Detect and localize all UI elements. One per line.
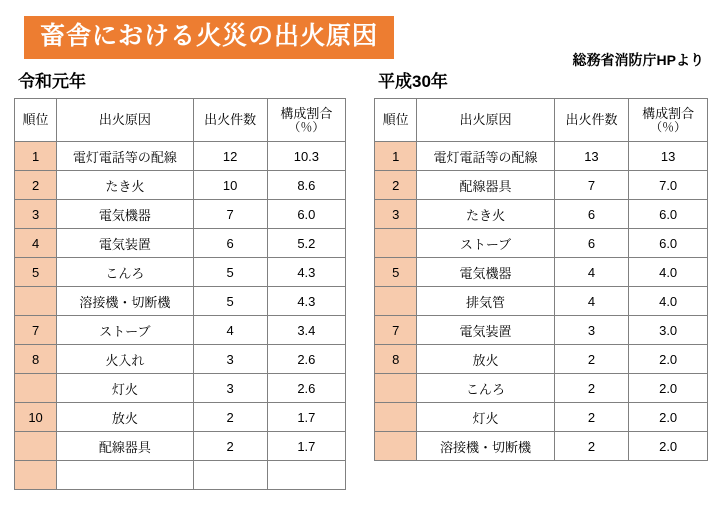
cell-count: 4 bbox=[193, 316, 267, 345]
cell-cause: 溶接機・切断機 bbox=[57, 287, 193, 316]
cell-count bbox=[193, 461, 267, 490]
cell-rank: 1 bbox=[375, 142, 417, 171]
table-heading-reiwa1: 令和元年 bbox=[18, 72, 86, 91]
cell-rank bbox=[15, 432, 57, 461]
table-header-row bbox=[375, 99, 708, 142]
cell-cause: 電気装置 bbox=[417, 316, 554, 345]
table-row bbox=[375, 403, 708, 432]
cell-percentage: 2.0 bbox=[629, 432, 708, 461]
cell-rank: 8 bbox=[375, 345, 417, 374]
cell-percentage: 10.3 bbox=[267, 142, 345, 171]
cell-rank bbox=[375, 229, 417, 258]
column-header-rank: 順位 bbox=[15, 99, 57, 142]
cell-rank bbox=[375, 403, 417, 432]
cell-percentage: 8.6 bbox=[267, 171, 345, 200]
cell-cause: 電気機器 bbox=[57, 200, 193, 229]
column-header-percentage-sub: （％） bbox=[650, 119, 687, 134]
cell-cause: 電気装置 bbox=[57, 229, 193, 258]
cell-rank bbox=[375, 374, 417, 403]
cell-cause: こんろ bbox=[417, 374, 554, 403]
cell-count: 2 bbox=[554, 403, 629, 432]
column-header-percentage-sub: （％） bbox=[288, 119, 325, 134]
cell-percentage: 6.0 bbox=[629, 229, 708, 258]
cell-count: 3 bbox=[554, 316, 629, 345]
cell-percentage: 1.7 bbox=[267, 403, 345, 432]
cell-rank bbox=[375, 287, 417, 316]
table-row bbox=[375, 171, 708, 200]
cell-percentage: 4.3 bbox=[267, 287, 345, 316]
cell-rank: 3 bbox=[15, 200, 57, 229]
table-row bbox=[375, 142, 708, 171]
fire-cause-table-reiwa1 bbox=[14, 98, 346, 490]
column-header-count: 出火件数 bbox=[193, 99, 267, 142]
cell-rank: 5 bbox=[15, 258, 57, 287]
cell-cause: 電灯電話等の配線 bbox=[417, 142, 554, 171]
cell-rank: 2 bbox=[15, 171, 57, 200]
cell-percentage: 6.0 bbox=[267, 200, 345, 229]
column-header-percentage bbox=[629, 99, 708, 142]
table-panel-reiwa1 bbox=[14, 72, 346, 490]
table-row bbox=[15, 432, 346, 461]
table-heading-heisei30: 平成30年 bbox=[378, 72, 448, 91]
cell-count: 7 bbox=[193, 200, 267, 229]
table-row bbox=[375, 345, 708, 374]
cell-count: 6 bbox=[554, 200, 629, 229]
cell-cause: たき火 bbox=[57, 171, 193, 200]
cell-cause: 火入れ bbox=[57, 345, 193, 374]
cell-percentage: 2.0 bbox=[629, 345, 708, 374]
table-row bbox=[15, 258, 346, 287]
cell-count: 3 bbox=[193, 374, 267, 403]
table-row bbox=[375, 374, 708, 403]
cell-percentage: 3.0 bbox=[629, 316, 708, 345]
cell-cause: 電気機器 bbox=[417, 258, 554, 287]
cell-rank: 1 bbox=[15, 142, 57, 171]
cell-count: 2 bbox=[554, 432, 629, 461]
cell-percentage: 4.3 bbox=[267, 258, 345, 287]
cell-percentage: 7.0 bbox=[629, 171, 708, 200]
cell-cause bbox=[57, 461, 193, 490]
column-header-cause: 出火原因 bbox=[57, 99, 193, 142]
cell-percentage: 6.0 bbox=[629, 200, 708, 229]
cell-rank: 2 bbox=[375, 171, 417, 200]
cell-cause: 灯火 bbox=[57, 374, 193, 403]
cell-rank: 3 bbox=[375, 200, 417, 229]
cell-cause: ストーブ bbox=[417, 229, 554, 258]
cell-rank: 5 bbox=[375, 258, 417, 287]
cell-rank: 10 bbox=[15, 403, 57, 432]
cell-rank bbox=[375, 432, 417, 461]
cell-cause: たき火 bbox=[417, 200, 554, 229]
cell-count: 3 bbox=[193, 345, 267, 374]
cell-cause: 電灯電話等の配線 bbox=[57, 142, 193, 171]
cell-percentage: 13 bbox=[629, 142, 708, 171]
cell-rank: 8 bbox=[15, 345, 57, 374]
cell-percentage: 1.7 bbox=[267, 432, 345, 461]
cell-percentage: 2.6 bbox=[267, 345, 345, 374]
table-row bbox=[15, 461, 346, 490]
cell-cause: 排気管 bbox=[417, 287, 554, 316]
column-header-cause: 出火原因 bbox=[417, 99, 554, 142]
cell-count: 5 bbox=[193, 287, 267, 316]
cell-rank: 4 bbox=[15, 229, 57, 258]
table-row bbox=[375, 432, 708, 461]
cell-cause: 配線器具 bbox=[57, 432, 193, 461]
cell-percentage: 4.0 bbox=[629, 258, 708, 287]
cell-rank bbox=[15, 287, 57, 316]
table-row bbox=[15, 200, 346, 229]
cell-count: 4 bbox=[554, 258, 629, 287]
cell-cause: ストーブ bbox=[57, 316, 193, 345]
cell-cause: 灯火 bbox=[417, 403, 554, 432]
cell-percentage: 2.0 bbox=[629, 403, 708, 432]
table-row bbox=[15, 287, 346, 316]
cell-percentage bbox=[267, 461, 345, 490]
cell-count: 2 bbox=[554, 345, 629, 374]
cell-cause: 放火 bbox=[57, 403, 193, 432]
cell-count: 6 bbox=[193, 229, 267, 258]
cell-count: 7 bbox=[554, 171, 629, 200]
cell-cause: こんろ bbox=[57, 258, 193, 287]
cell-count: 2 bbox=[554, 374, 629, 403]
cell-count: 2 bbox=[193, 432, 267, 461]
table-row bbox=[15, 345, 346, 374]
source-note: 総務省消防庁HPより bbox=[572, 52, 704, 68]
cell-count: 4 bbox=[554, 287, 629, 316]
cell-cause: 配線器具 bbox=[417, 171, 554, 200]
cell-count: 13 bbox=[554, 142, 629, 171]
cell-percentage: 2.0 bbox=[629, 374, 708, 403]
table-row bbox=[375, 258, 708, 287]
table-row bbox=[15, 171, 346, 200]
cell-count: 10 bbox=[193, 171, 267, 200]
cell-count: 2 bbox=[193, 403, 267, 432]
cell-cause: 放火 bbox=[417, 345, 554, 374]
page-title: 畜舎における火災の出火原因 bbox=[24, 16, 394, 59]
cell-cause: 溶接機・切断機 bbox=[417, 432, 554, 461]
cell-rank: 7 bbox=[375, 316, 417, 345]
table-header-row bbox=[15, 99, 346, 142]
cell-count: 5 bbox=[193, 258, 267, 287]
table-row bbox=[15, 403, 346, 432]
cell-percentage: 3.4 bbox=[267, 316, 345, 345]
column-header-count: 出火件数 bbox=[554, 99, 629, 142]
cell-percentage: 5.2 bbox=[267, 229, 345, 258]
table-row bbox=[375, 200, 708, 229]
table-panel-heisei30 bbox=[374, 72, 708, 461]
cell-rank bbox=[15, 461, 57, 490]
cell-rank: 7 bbox=[15, 316, 57, 345]
table-row bbox=[15, 229, 346, 258]
column-header-percentage bbox=[267, 99, 345, 142]
table-row bbox=[375, 229, 708, 258]
table-row bbox=[15, 374, 346, 403]
column-header-percentage-main: 構成割合 bbox=[280, 106, 333, 122]
cell-count: 6 bbox=[554, 229, 629, 258]
cell-percentage: 4.0 bbox=[629, 287, 708, 316]
table-row bbox=[15, 316, 346, 345]
table-row bbox=[375, 287, 708, 316]
cell-rank bbox=[15, 374, 57, 403]
cell-count: 12 bbox=[193, 142, 267, 171]
column-header-percentage-main: 構成割合 bbox=[642, 106, 695, 122]
cell-percentage: 2.6 bbox=[267, 374, 345, 403]
column-header-rank: 順位 bbox=[375, 99, 417, 142]
table-row bbox=[15, 142, 346, 171]
fire-cause-table-heisei30 bbox=[374, 98, 708, 461]
table-row bbox=[375, 316, 708, 345]
